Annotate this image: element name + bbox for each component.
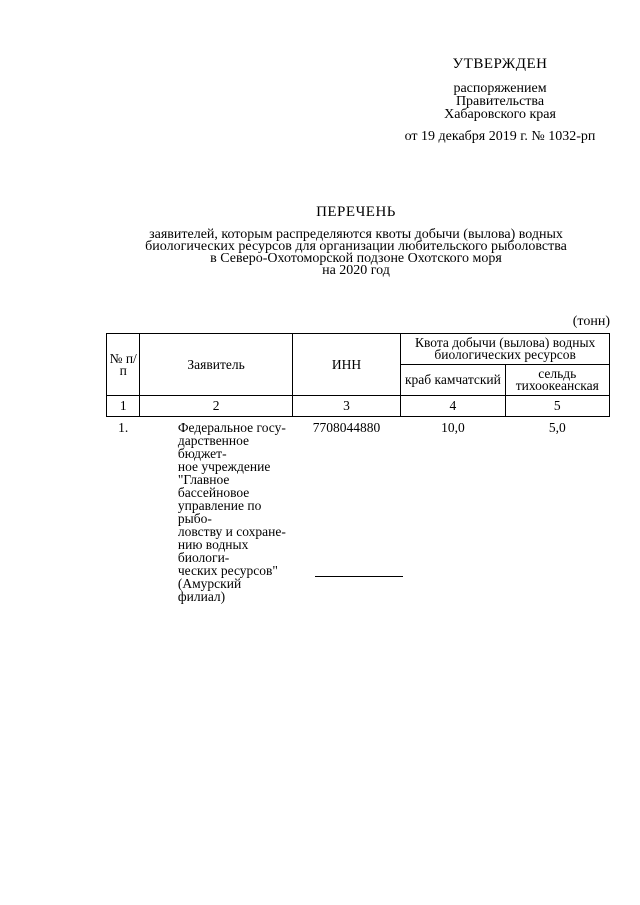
applicant-line: нию водных биологи- [177, 537, 249, 565]
row-applicant [140, 417, 292, 604]
header-num: № п/п [107, 334, 140, 396]
end-separator-line [315, 576, 403, 577]
header-applicant: Заявитель [140, 334, 292, 396]
applicant-line: дарственное бюджет- [177, 433, 250, 461]
applicant-line: управление по рыбо- [177, 498, 262, 526]
header-quota: Квота добычи (вылова) водных биологических ресурсов [401, 334, 610, 365]
applicant-line: ное учреждение [177, 459, 271, 474]
applicant-line: ловству и сохране- [177, 524, 286, 539]
title-line-3: в Северо-Охотоморской подзоне Охотского моря [210, 251, 502, 266]
applicant-line: Федеральное госу- [177, 420, 286, 435]
quota-table [106, 333, 610, 603]
row-herring-quota: 5,0 [548, 420, 566, 435]
row-inn: 7708044880 [312, 420, 381, 435]
header-herring: сельдь тихоокеанская [505, 365, 609, 396]
approval-block [380, 58, 620, 143]
title-line-4: на 2020 год [322, 263, 390, 278]
title-heading: ПЕРЕЧЕНЬ [316, 204, 396, 220]
title-line-2: биологических ресурсов для организации любительского рыболовства [145, 239, 567, 254]
row-num: 1. [118, 420, 129, 435]
approval-line-3: Хабаровского края [444, 107, 556, 122]
column-number: 2 [140, 396, 292, 417]
title-line-1: заявителей, которым распределяются квоты добычи (вылова) водных [149, 227, 563, 242]
column-number: 1 [107, 396, 140, 417]
column-number: 5 [505, 396, 609, 417]
document-title [100, 206, 612, 277]
row-crab-quota: 10,0 [441, 420, 465, 435]
header-inn: ИНН [292, 334, 401, 396]
applicant-line: ческих ресурсов" [177, 563, 278, 578]
column-number: 3 [292, 396, 401, 417]
applicant-line: (Амурский филиал) [177, 576, 242, 604]
approval-line-2: Правительства [455, 94, 545, 109]
applicant-line: "Главное бассейновое [177, 472, 250, 500]
header-crab: краб камчатский [401, 365, 505, 396]
approval-heading: УТВЕРЖДЕН [452, 56, 548, 72]
approval-line-1: распоряжением [453, 81, 547, 96]
units-label: (тонн) [572, 314, 610, 329]
approval-date: от 19 декабря 2019 г. № 1032-рп [404, 129, 596, 144]
column-number: 4 [401, 396, 505, 417]
